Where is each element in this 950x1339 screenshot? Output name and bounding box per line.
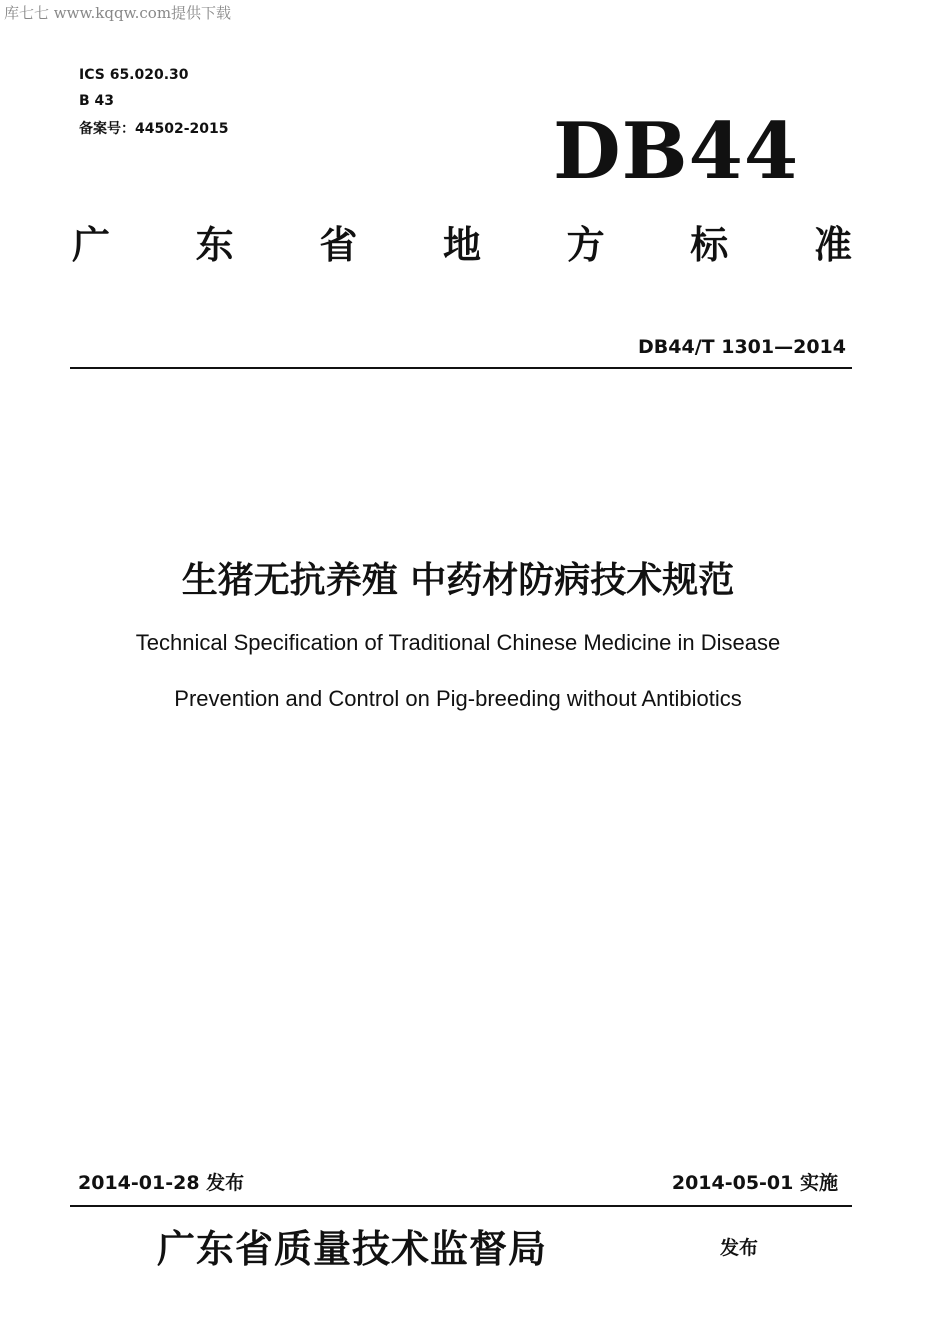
title-chinese: 生猪无抗养殖 中药材防病技术规范 bbox=[181, 560, 735, 601]
ics-code: ICS 65.020.30 bbox=[79, 67, 189, 83]
class-code: B 43 bbox=[79, 93, 115, 109]
category-char: 省 bbox=[319, 223, 358, 267]
title-english-line2: Prevention and Control on Pig-breeding without Antibiotics bbox=[174, 686, 742, 711]
header-divider bbox=[70, 367, 852, 369]
standard-number: DB44/T 1301—2014 bbox=[638, 336, 846, 358]
footer-divider bbox=[70, 1205, 852, 1207]
db-code: DB44 bbox=[553, 106, 800, 197]
category-char: 方 bbox=[566, 223, 605, 267]
category-char: 广 bbox=[72, 223, 111, 267]
category-char: 标 bbox=[690, 223, 729, 267]
category-char: 准 bbox=[813, 223, 852, 267]
title-english-line1: Technical Specification of Traditional Chinese Medicine in Disease bbox=[135, 630, 781, 655]
filing-number: 备案号：44502-2015 bbox=[79, 121, 229, 137]
category-char: 地 bbox=[442, 223, 481, 267]
issue-label: 发布 bbox=[720, 1237, 759, 1259]
category-char: 东 bbox=[195, 223, 234, 267]
publish-date: 2014-01-28 发布 bbox=[78, 1172, 245, 1194]
standard-category bbox=[72, 214, 852, 269]
effective-date: 2014-05-01 实施 bbox=[671, 1172, 838, 1194]
issuer: 广东省质量技术监督局 bbox=[157, 1226, 548, 1271]
watermark: 库七七 www.kqqw.com提供下载 bbox=[4, 4, 232, 22]
